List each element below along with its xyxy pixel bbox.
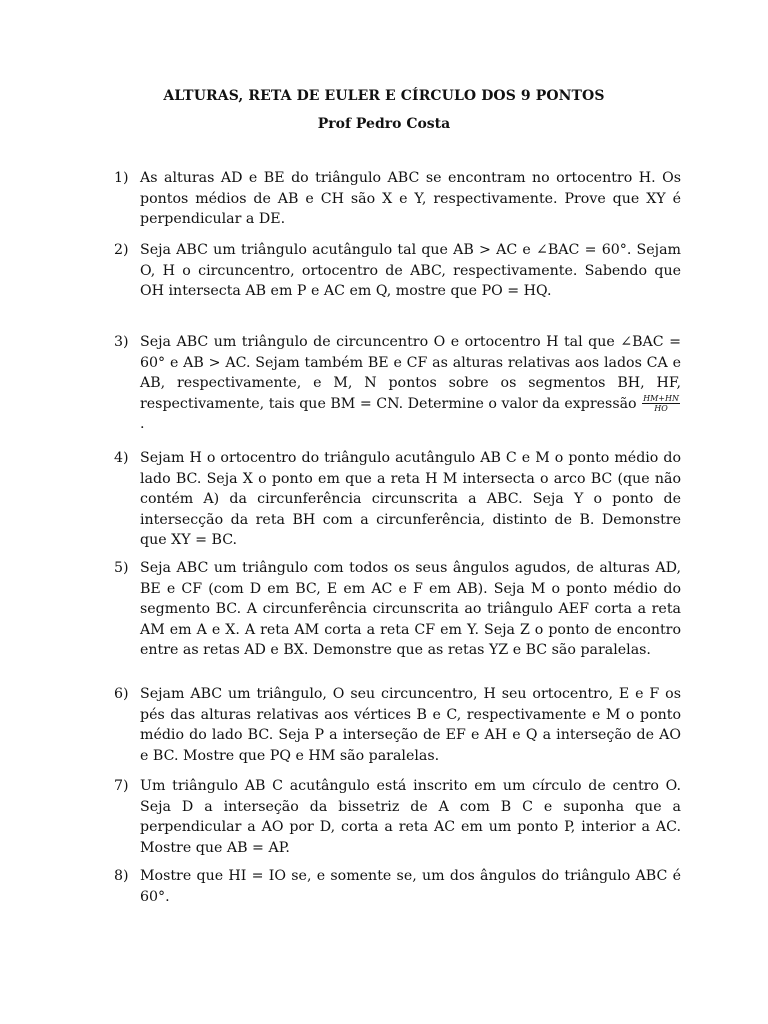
problem-5 [116,558,681,661]
problem-6 [116,684,681,766]
fraction-expression [642,394,680,413]
fraction-denominator: HO [654,404,668,413]
problem-text-main: Seja ABC um triângulo de circuncentro O e ortocentro H tal que ∠BAC = 60° e AB > AC. Sejam também BE e CF as alturas relativas aos lados CA e AB, respectivamente, e M, N pontos sobre os segmentos BH, HF, respectivamente, tais que BM = CN. Determine o valor da expressão [140,334,681,412]
problem-4 [116,448,681,551]
problem-number: 5) [114,560,129,576]
problem-text: Seja ABC um triângulo acutângulo tal que AB > AC e ∠BAC = 60°. Sejam O, H o circuncentro, ortocentro de ABC, respectivamente. Sabendo que OH intersecta AB em P e AC em Q, mostre que PO = HQ. [140,242,681,299]
problem-8 [116,866,681,907]
problem-text [140,332,681,435]
problem-number: 6) [114,686,129,702]
problem-text-end: . [140,416,145,432]
problem-number: 7) [114,778,129,794]
problem-text: Um triângulo AB C acutângulo está inscrito em um círculo de centro O. Seja D a interseção da bissetriz de A com B C e suponha que a perpendicular a AO por D, corta a reta AC em um ponto P, interior a AC. Mostre que AB = AP. [140,778,681,856]
problem-text: Sejam ABC um triângulo, O seu circuncentro, H seu ortocentro, E e F os pés das alturas relativas aos vértices B e C, respectivamente e M o ponto médio do lado BC. Seja P a interseção de EF e AH e Q a interseção de AO e BC. Mostre que PQ e HM são paralelas. [140,686,681,764]
author-name: Prof Pedro Costa [317,116,451,132]
problem-text: As alturas AD e BE do triângulo ABC se encontram no ortocentro H. Os pontos médios de AB e CH são X e Y, respectivamente. Prove que XY é perpendicular a DE. [140,170,681,227]
problem-7 [116,776,681,858]
problem-3 [116,332,681,435]
problem-text: Seja ABC um triângulo com todos os seus ângulos agudos, de alturas AD, BE e CF (com D em BC, E em AC e F em AB). Seja M o ponto médio do segmento BC. A circunferência circunscrita ao triângulo AEF corta a reta AM em A e X. A reta AM corta a reta CF em Y. Seja Z o ponto de encontro entre as retas AD e BX. Demonstre que as retas YZ e BC são paralelas. [140,560,681,658]
fraction-numerator: HM+HN [643,394,679,403]
document-title: ALTURAS, RETA DE EULER E CÍRCULO DOS 9 PONTOS [163,88,605,104]
problem-number: 4) [114,450,129,466]
problem-number: 1) [114,170,129,186]
problem-number: 2) [114,242,129,258]
problem-text: Mostre que HI = IO se, e somente se, um dos ângulos do triângulo ABC é 60°. [140,868,681,905]
problem-number: 8) [114,868,129,884]
problem-1 [116,168,681,230]
problem-2 [116,240,681,302]
problem-number: 3) [114,334,129,350]
problem-text: Sejam H o ortocentro do triângulo acutângulo AB C e M o ponto médio do lado BC. Seja X o ponto em que a reta H M intersecta o arco BC (que não contém A) da circunferência circunscrita a ABC. Seja Y o ponto de intersecção da reta BH com a circunferência, distinto de B. Demonstre que XY = BC. [140,450,681,548]
